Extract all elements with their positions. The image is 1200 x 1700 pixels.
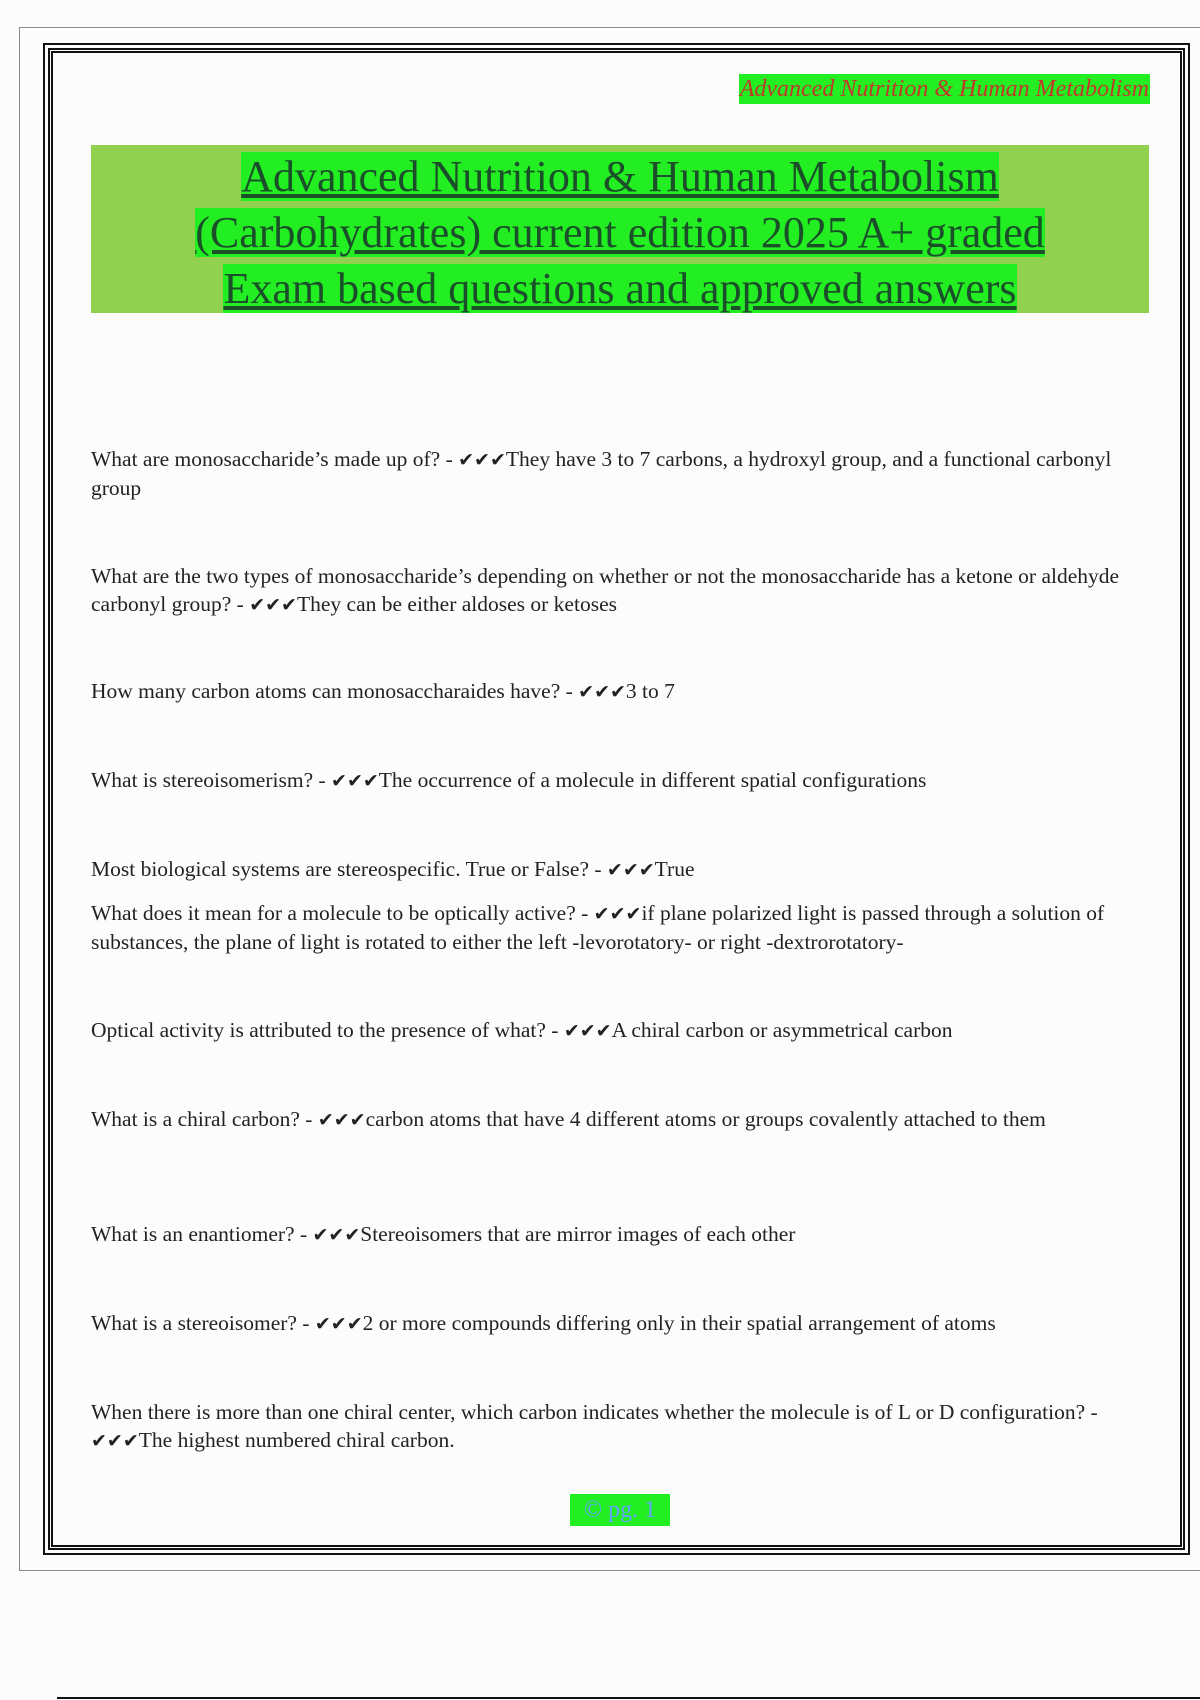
- question-text: How many carbon atoms can monosaccharaides have? -: [91, 679, 579, 703]
- checkmarks-icon: ✔✔✔: [606, 859, 655, 881]
- question-text: What is a stereoisomer? -: [91, 1311, 315, 1335]
- qa-item: [91, 677, 1151, 706]
- answer-text: Stereoisomers that are mirror images of each other: [360, 1222, 796, 1246]
- question-text: What is a chiral carbon? -: [91, 1107, 318, 1131]
- question-text: What are monosaccharide’s made up of? -: [91, 447, 459, 471]
- question-text: What does it mean for a molecule to be optically active? -: [91, 901, 594, 925]
- question-text: When there is more than one chiral center, which carbon indicates whether the molecule is of L or D configuration? -: [91, 1400, 1098, 1424]
- checkmarks-icon: ✔✔✔: [91, 1430, 139, 1452]
- qa-item: [91, 445, 1151, 502]
- qa-item: [91, 1220, 1151, 1249]
- answer-text: True: [654, 857, 695, 881]
- qa-item: [91, 855, 1151, 884]
- answer-text: A chiral carbon or asymmetrical carbon: [611, 1018, 953, 1042]
- title-block: [91, 145, 1149, 313]
- bottom-divider: [57, 1697, 1200, 1699]
- qa-item: [91, 1105, 1151, 1134]
- answer-text: They have 3 to 7 carbons, a hydroxyl group, and a functional carbonyl group: [91, 447, 1112, 500]
- checkmarks-icon: ✔✔✔: [458, 449, 506, 471]
- title-line-2: (Carbohydrates) current edition 2025 A+ graded: [195, 208, 1045, 257]
- title-line-1: Advanced Nutrition & Human Metabolism: [241, 152, 999, 201]
- answer-text: 2 or more compounds differing only in their spatial arrangement of atoms: [362, 1311, 996, 1335]
- qa-item: [91, 1398, 1151, 1455]
- page-number: © pg. 1: [570, 1494, 670, 1526]
- checkmarks-icon: ✔✔✔: [578, 681, 626, 703]
- checkmarks-icon: ✔✔✔: [563, 1020, 612, 1042]
- checkmarks-icon: ✔✔✔: [593, 903, 642, 925]
- checkmarks-icon: ✔✔✔: [312, 1224, 361, 1246]
- running-header: Advanced Nutrition & Human Metabolism: [739, 76, 1149, 102]
- question-text: What is an enantiomer? -: [91, 1222, 313, 1246]
- answer-text: if plane polarized light is passed through a solution of substances, the plane of light is rotated to either the left -levorotatory- or right -dextrorotatory-: [91, 901, 1105, 954]
- answer-text: The highest numbered chiral carbon.: [138, 1428, 455, 1452]
- title-line-3: Exam based questions and approved answers: [223, 264, 1017, 313]
- answer-text: 3 to 7: [625, 679, 675, 703]
- question-text: Most biological systems are stereospecific. True or False? -: [91, 857, 607, 881]
- answer-text: They can be either aldoses or ketoses: [296, 592, 617, 616]
- checkmarks-icon: ✔✔✔: [331, 770, 379, 792]
- question-text: Optical activity is attributed to the presence of what? -: [91, 1018, 564, 1042]
- question-text: What are the two types of monosaccharide’s depending on whether or not the monosaccharide has a ketone or aldehyde carbonyl group? -: [91, 564, 1120, 616]
- qa-item: [91, 899, 1151, 956]
- checkmarks-icon: ✔✔✔: [314, 1313, 363, 1335]
- qa-item: [91, 562, 1151, 619]
- checkmarks-icon: ✔✔✔: [317, 1109, 366, 1131]
- answer-text: The occurrence of a molecule in different spatial configurations: [378, 768, 927, 792]
- qa-item: [91, 1016, 1151, 1045]
- qa-item: [91, 766, 1151, 795]
- checkmarks-icon: ✔✔✔: [249, 594, 297, 616]
- qa-item: [91, 1309, 1151, 1338]
- question-text: What is stereoisomerism? -: [91, 768, 332, 792]
- answer-text: carbon atoms that have 4 different atoms or groups covalently attached to them: [365, 1107, 1046, 1131]
